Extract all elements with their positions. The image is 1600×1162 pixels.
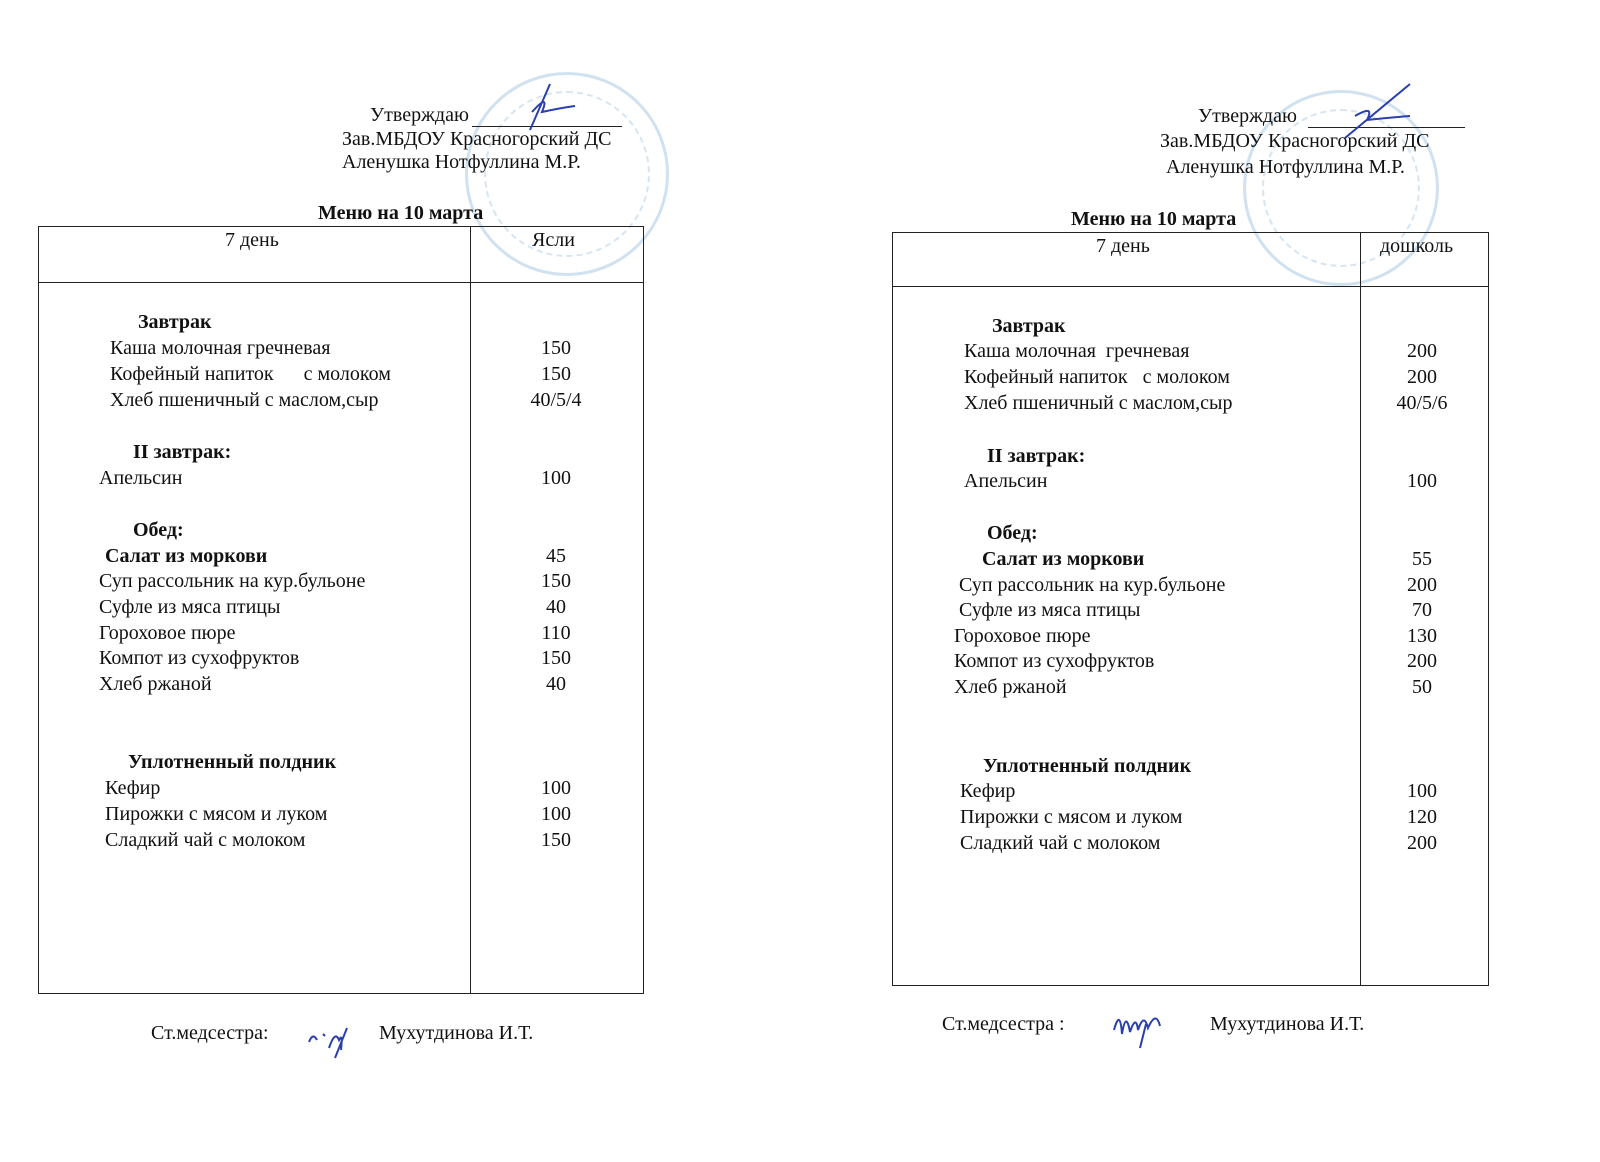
nurse-label: Ст.медсестра: (151, 1022, 269, 1044)
portion-value: 100 (1407, 780, 1437, 802)
portion-value: 200 (1407, 366, 1437, 388)
dish-name: Гороховое пюре (99, 622, 236, 644)
dish-name: Кофейный напиток с молоком (964, 366, 1230, 388)
dish-name: Кофейный напиток с молоком (110, 363, 391, 385)
column-header-day: 7 день (1096, 235, 1150, 257)
portion-value: 110 (541, 622, 571, 644)
portion-value: 100 (541, 777, 571, 799)
meal-heading: Завтрак (138, 311, 212, 333)
dish-name: Суп рассольник на кур.бульоне (99, 570, 366, 592)
dish-name: Кефир (960, 780, 1016, 802)
column-divider (1360, 232, 1361, 985)
director-position: Зав.МБДОУ Красногорский ДС (1160, 130, 1430, 152)
director-signature (520, 82, 580, 132)
approve-label: Утверждаю (370, 104, 469, 126)
dish-name: Пирожки с мясом и луком (105, 803, 328, 825)
column-header-group: Ясли (532, 229, 575, 251)
dish-name: Суп рассольник на кур.бульоне (959, 574, 1226, 596)
column-header-day: 7 день (225, 229, 279, 251)
column-header-group: дошколь (1380, 235, 1454, 257)
portion-value: 200 (1407, 650, 1437, 672)
portion-value: 200 (1407, 832, 1437, 854)
portion-value: 100 (541, 467, 571, 489)
nurse-name: Мухутдинова И.Т. (379, 1022, 534, 1044)
director-position: Зав.МБДОУ Красногорский ДС (342, 128, 612, 150)
dish-name: Компот из сухофруктов (99, 647, 300, 669)
dish-name: Хлеб пшеничный с маслом,сыр (964, 392, 1233, 414)
portion-value: 70 (1412, 599, 1432, 621)
menu-title: Меню на 10 марта (318, 202, 484, 224)
dish-name: Суфле из мяса птицы (99, 596, 281, 618)
meal-heading: Обед: (987, 522, 1038, 544)
director-name: Аленушка Нотфуллина М.Р. (1166, 156, 1405, 178)
header-divider (892, 286, 1488, 287)
portion-value: 150 (541, 647, 571, 669)
dish-name: Гороховое пюре (954, 625, 1091, 647)
dish-name: Хлеб ржаной (99, 673, 212, 695)
meal-heading: Уплотненный полдник (128, 751, 337, 773)
dish-name: Каша молочная гречневая (110, 337, 331, 359)
dish-name: Апельсин (964, 470, 1048, 492)
portion-value: 130 (1407, 625, 1437, 647)
dish-name: Хлеб ржаной (954, 676, 1067, 698)
dish-name: Апельсин (99, 467, 183, 489)
director-name: Аленушка Нотфуллина М.Р. (342, 151, 581, 173)
portion-value: 150 (541, 337, 571, 359)
portion-value: 100 (541, 803, 571, 825)
dish-name: Компот из сухофруктов (954, 650, 1155, 672)
portion-value: 150 (541, 570, 571, 592)
dish-name: Суфле из мяса птицы (959, 599, 1141, 621)
portion-value: 40/5/4 (530, 389, 582, 411)
portion-value: 55 (1412, 548, 1432, 570)
portion-value: 40/5/6 (1396, 392, 1448, 414)
menu-title: Меню на 10 марта (1071, 208, 1237, 230)
meal-heading: Уплотненный полдник (983, 755, 1192, 777)
portion-value: 120 (1407, 806, 1437, 828)
portion-value: 40 (546, 596, 566, 618)
approve-label: Утверждаю (1198, 105, 1297, 127)
portion-value: 100 (1407, 470, 1437, 492)
dish-name: Сладкий чай с молоком (105, 829, 306, 851)
portion-value: 150 (541, 829, 571, 851)
nurse-label: Ст.медсестра : (942, 1013, 1065, 1035)
meal-heading: II завтрак: (133, 441, 232, 463)
dish-name: Сладкий чай с молоком (960, 832, 1161, 854)
nurse-signature (1110, 1000, 1170, 1050)
dish-name: Каша молочная гречневая (964, 340, 1190, 362)
dish-name: Хлеб пшеничный с маслом,сыр (110, 389, 379, 411)
dish-name: Кефир (105, 777, 161, 799)
meal-heading: Обед: (133, 519, 184, 541)
column-divider (470, 226, 471, 993)
meal-heading: II завтрак: (987, 445, 1086, 467)
portion-value: 200 (1407, 574, 1437, 596)
nurse-name: Мухутдинова И.Т. (1210, 1013, 1365, 1035)
portion-value: 45 (546, 545, 566, 567)
portion-value: 200 (1407, 340, 1437, 362)
meal-heading: Завтрак (992, 315, 1066, 337)
portion-value: 40 (546, 673, 566, 695)
portion-value: 50 (1412, 676, 1432, 698)
meal-heading: Салат из моркови (982, 548, 1145, 570)
meal-heading: Салат из моркови (105, 545, 268, 567)
header-divider (38, 282, 643, 283)
portion-value: 150 (541, 363, 571, 385)
dish-name: Пирожки с мясом и луком (960, 806, 1183, 828)
nurse-signature (305, 1020, 360, 1060)
